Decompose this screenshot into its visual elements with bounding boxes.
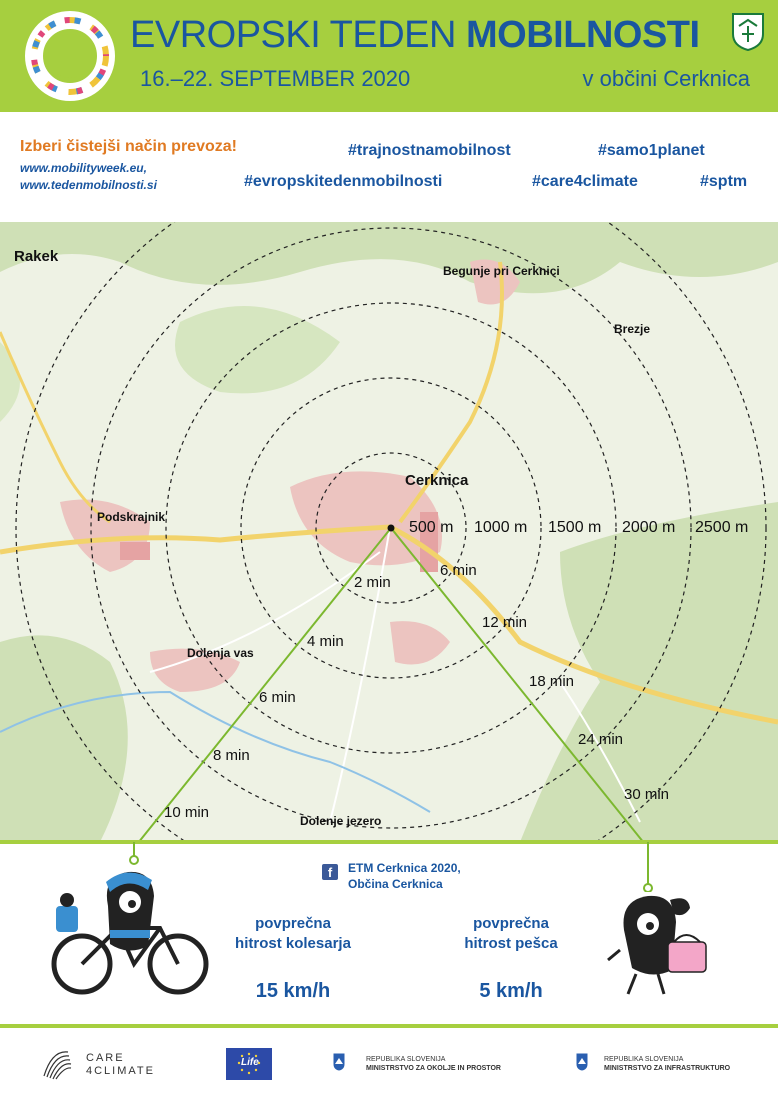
ring-distance-label: 500 m [409,519,454,536]
care4climate-logo: CARE 4CLIMATE [86,1052,155,1077]
cyclist-mascot [48,866,213,996]
ministry-infrastructure-label: REPUBLIKA SLOVENIJA MINISTRSTVO ZA INFRASTRUKTURO [604,1056,731,1072]
eu-life-logo: Life [226,1048,272,1080]
mobility-week-logo [22,8,118,104]
hashtag: #samo1planet [598,142,705,159]
ring-distance-label: 2000 m [622,519,676,536]
center-point [388,525,395,532]
ministry-environment-label: REPUBLIKA SLOVENIJA MINISTRSTVO ZA OKOLJE IN PROSTOR [366,1056,501,1072]
cyclist-time-label: 10 min [164,804,210,821]
facebook-icon[interactable]: f [322,864,338,880]
place-label: Rakek [14,248,59,265]
cyclist-time-label: 8 min [213,747,250,764]
cyclist-speed-caption: povprečna hitrost kolesarja [235,915,351,952]
slovenia-crest-icon [332,1052,346,1072]
facebook-page-label[interactable]: ETM Cerknica 2020, Občina Cerknica [348,861,461,891]
walker-time-label: 30 min [624,786,670,803]
industrial-area [120,542,150,560]
forest-area [175,306,340,393]
walker-time-label: 18 min [529,673,575,690]
forest-area [0,635,128,842]
page-title: EVROPSKI TEDEN MOBILNOSTI [130,14,700,56]
place-label: Podskrajnik [97,510,166,524]
hashtag: #care4climate [532,173,638,190]
website-link-mobilityweek[interactable]: www.mobilityweek.eu, [20,161,147,175]
place-label: Begunje pri Cerknici [443,264,560,278]
cyclist-time-label: 4 min [307,633,344,650]
hashtag: #sptm [700,173,748,190]
walker-speed-caption: povprečna hitrost pešca [464,915,558,952]
walker-time-label: 6 min [440,562,477,579]
place-label: Dolenje jezero [300,814,382,828]
forest-area [0,222,778,293]
place-label: Brezje [614,322,651,336]
slogan: Izberi čistejši način prevoza! [20,138,237,155]
hashtag: #trajnostnamobilnost [348,142,511,159]
cyclist-speed-value: 15 km/h [255,980,331,1002]
municipality-crest-icon [731,12,765,52]
urban-area [390,621,450,664]
municipality-subtitle: v občini Cerknica [582,66,750,91]
ring-distance-label: 2500 m [695,519,749,536]
cyclist-time-label: 6 min [259,689,296,706]
place-label: Dolenja vas [187,646,254,660]
care4climate-logo-icon [38,1046,74,1082]
cyclist-time-label: 2 min [354,574,391,591]
walker-mascot [604,890,724,1000]
event-dates: 16.–22. SEPTEMBER 2020 [140,66,411,91]
ring-distance-label: 1500 m [548,519,602,536]
slovenia-crest-icon [575,1052,589,1072]
hashtag: #evropskitedenmobilnosti [244,173,443,190]
website-link-tedenmobilnosti[interactable]: www.tedenmobilnosti.si [20,178,157,192]
walker-time-label: 24 min [578,731,624,748]
walker-time-label: 12 min [482,614,528,631]
walker-speed-value: 5 km/h [479,980,543,1002]
map-area [0,222,778,842]
place-label: Cerknica [405,472,469,489]
ring-distance-label: 1000 m [474,519,528,536]
divider [0,1024,778,1028]
